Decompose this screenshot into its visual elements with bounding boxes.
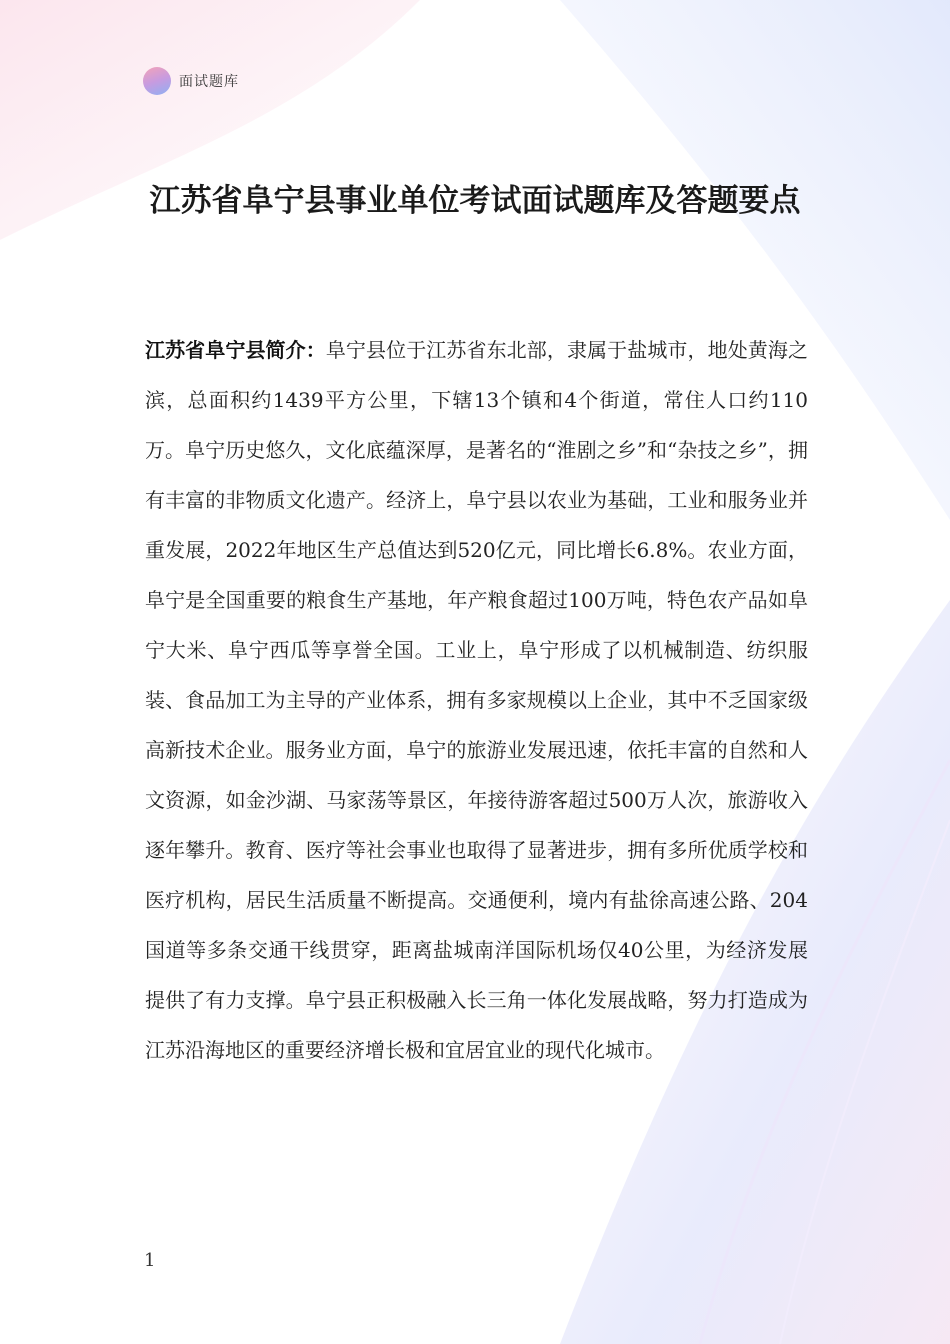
gradient-circle-logo-icon	[143, 67, 171, 95]
header-brand-text: 面试题库	[179, 74, 239, 90]
intro-paragraph	[145, 325, 808, 1075]
intro-label: 江苏省阜宁县简介：	[145, 338, 326, 362]
document-title: 江苏省阜宁县事业单位考试面试题库及答题要点	[149, 183, 801, 219]
intro-body: 阜宁县位于江苏省东北部，隶属于盐城市，地处黄海之滨，总面积约1439平方公里，下辖13个镇和4个街道，常住人口约110万。阜宁历史悠久，文化底蕴深厚，是著名的“淮剧之乡”和“杂技之乡”，拥有丰富的非物质文化遗产。经济上，阜宁县以农业为基础，工业和服务业并重发展，2022年地区生产总值达到520亿元，同比增长6.8%。农业方面，阜宁是全国重要的粮食生产基地，年产粮食超过100万吨，特色农产品如阜宁大米、阜宁西瓜等享誉全国。工业上，阜宁形成了以机械制造、纺织服装、食品加工为主导的产业体系，拥有多家规模以上企业，其中不乏国家级高新技术企业。服务业方面，阜宁的旅游业发展迅速，依托丰富的自然和人文资源，如金沙湖、马家荡等景区，年接待游客超过500万人次，旅游收入逐年攀升。教育、医疗等社会事业也取得了显著进步，拥有多所优质学校和医疗机构，居民生活质量不断提高。交通便利，境内有盐徐高速公路、204国道等多条交通干线贯穿，距离盐城南洋国际机场仅40公里，为经济发展提供了有力支撑。阜宁县正积极融入长三角一体化发展战略，努力打造成为江苏沿海地区的重要经济增长极和宜居宜业的现代化城市。	[145, 338, 808, 1062]
page-header	[143, 66, 239, 96]
page-number: 1	[144, 1250, 156, 1271]
